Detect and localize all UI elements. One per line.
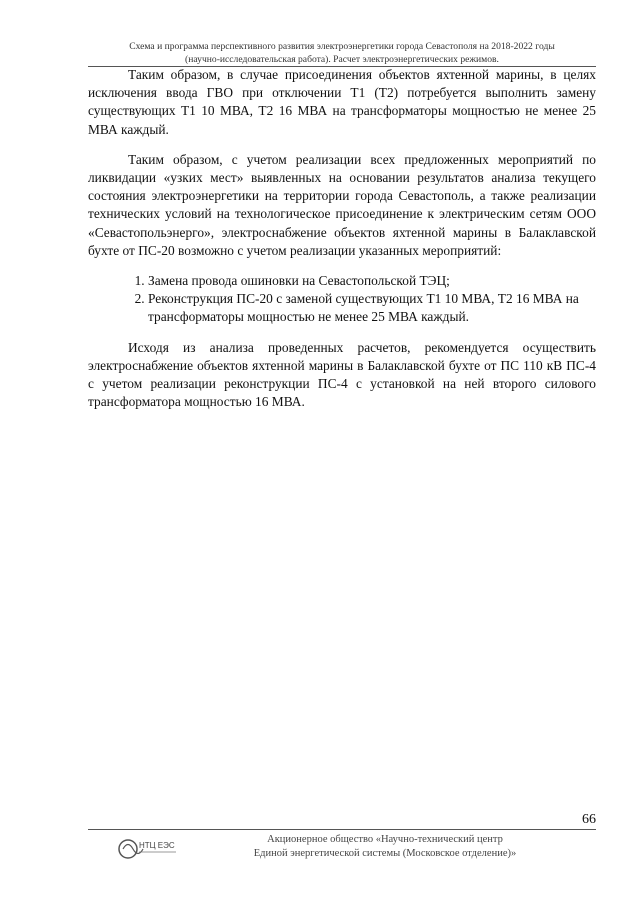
paragraph-1: Таким образом, в случае присоединения объектов яхтенной марины, в целях исключения ввода ГВО при отключении Т1 (Т2) потребуется выполнить замену существующих Т1 10 МВА, Т2 16 МВА на трансформаторы мощностью не менее 25 МВА каждый. (88, 67, 596, 137)
logo-text: НТЦ ЕЭС (139, 841, 175, 850)
header-line-1: Схема и программа перспективного развития электроэнергетики города Севастополя на 2018-2022 годы (129, 41, 555, 52)
footer-divider (88, 829, 596, 830)
page-footer (220, 833, 550, 861)
measures-list (88, 272, 596, 327)
list-item: 1. Замена провода ошиновки на Севастопольской ТЭЦ; (148, 272, 596, 290)
header-line-2: (научно-исследовательская работа). Расчет электроэнергетических режимов. (185, 54, 499, 65)
footer-line-1: Акционерное общество «Научно-технический центр (267, 834, 503, 845)
ntc-ees-logo (118, 834, 178, 864)
document-body (88, 66, 596, 423)
page-number: 66 (582, 812, 596, 827)
paragraph-2: Таким образом, с учетом реализации всех предложенных мероприятий по ликвидации «узких мест» выявленных на основании результатов анализа текущего состояния электроэнергетики на территории города Севастополь, а также реализации технических условий на технологическое присоединение к электрическим сетям ООО «Севастопольэнерго», электроснабжение объектов яхтенной марины в Балаклавской бухте от ПС-20 возможно с учетом реализации указанных мероприятий: (88, 151, 596, 258)
list-item: 2. Реконструкция ПС-20 с заменой существующих Т1 10 МВА, Т2 16 МВА на трансформаторы мощностью не менее 25 МВА каждый. (148, 290, 596, 326)
page-header (88, 40, 596, 66)
conclusion-paragraph: Исходя из анализа проведенных расчетов, рекомендуется осуществить электроснабжение объектов яхтенной марины в Балаклавской бухте от ПС 110 кВ ПС-4 с учетом реализации реконструкции ПС-4 с установкой на ней второго силового трансформатора мощностью 16 МВА. (88, 339, 596, 410)
footer-line-2: Единой энергетической системы (Московское отделение)» (253, 848, 517, 859)
